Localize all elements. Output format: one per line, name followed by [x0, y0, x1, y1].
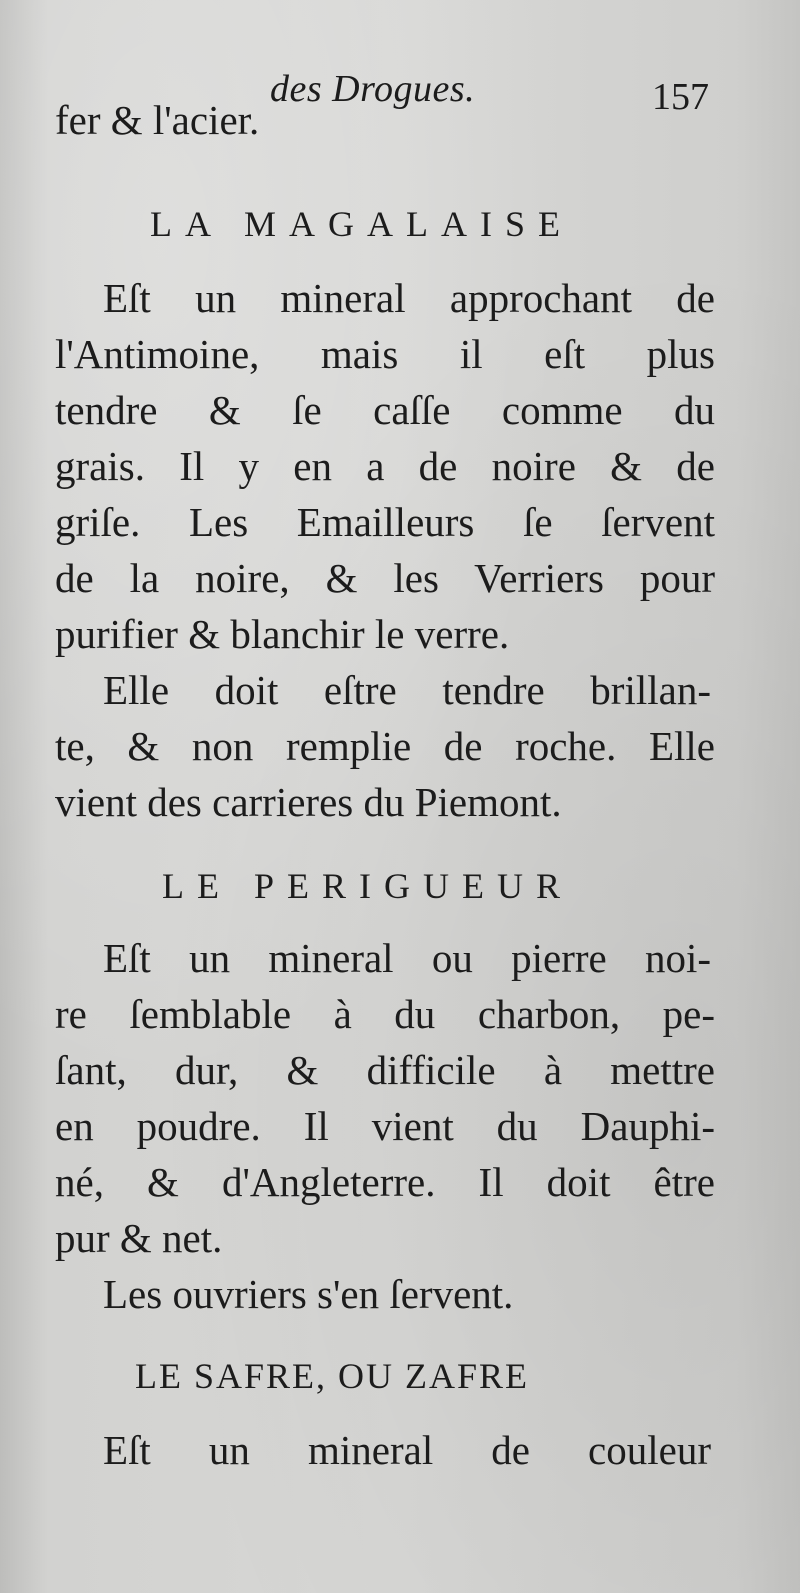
text-line: fer & l'acier. [55, 97, 260, 143]
text-line: Eſt un mineral approchant de [103, 275, 715, 321]
page-number: 157 [652, 76, 709, 118]
text-line: en poudre. Il vient du Dauphi- [55, 1103, 715, 1149]
section-heading-perigueur: LE PERIGUEUR [162, 866, 573, 906]
text-line: de la noire, & les Verriers pour [55, 555, 715, 601]
text-line: né, & d'Angleterre. Il doit être [55, 1159, 715, 1205]
text-line: pur & net. [55, 1215, 223, 1261]
text-line: purifier & blanchir le verre. [55, 611, 510, 657]
text-line: l'Antimoine, mais il eſt plus [55, 331, 715, 377]
section-heading-safre: LE SAFRE, OU ZAFRE [135, 1356, 530, 1396]
text-line: Eſt un mineral de couleur [103, 1427, 711, 1473]
text-line: tendre & ſe caſſe comme du [55, 387, 715, 433]
text-line: griſe. Les Emailleurs ſe ſervent [55, 499, 715, 545]
running-head: des Drogues. [270, 68, 476, 110]
text-line: grais. Il y en a de noire & de [55, 443, 715, 489]
text-line: ſant, dur, & difficile à mettre [55, 1047, 715, 1093]
section-heading-magalaise: LA MAGALAISE [150, 204, 573, 244]
text-line: Elle doit eſtre tendre brillan- [103, 667, 711, 713]
text-line: te, & non remplie de roche. Elle [55, 723, 715, 769]
text-line: Les ouvriers s'en ſervent. [103, 1271, 514, 1317]
text-line: re ſemblable à du charbon, pe- [55, 991, 715, 1037]
text-line: Eſt un mineral ou pierre noi- [103, 935, 711, 981]
text-line: vient des carrieres du Piemont. [55, 779, 562, 825]
